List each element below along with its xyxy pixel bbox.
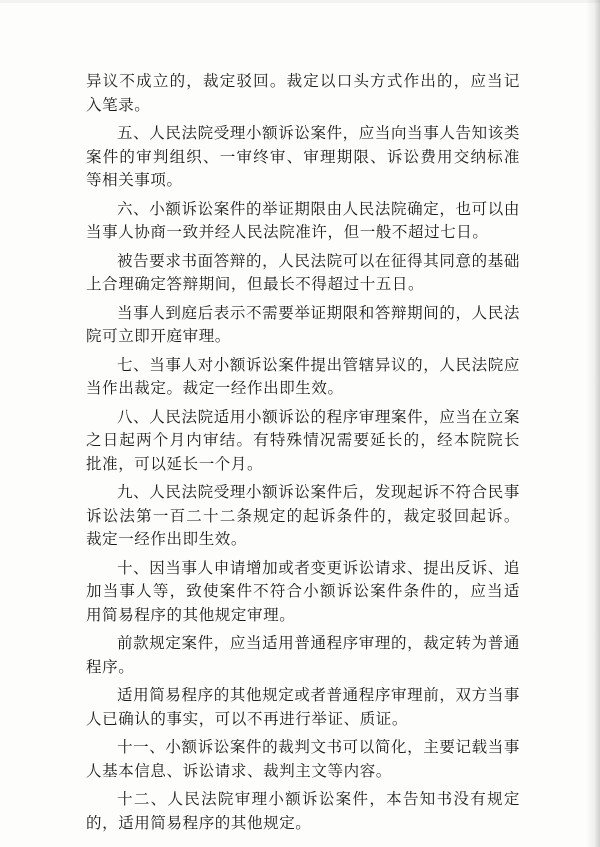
paragraph-article-8: 八、人民法院适用小额诉讼的程序审理案件，应当在立案之日起两个月内审结。有特殊情况需要延长的，经本院院长批准，可以延长一个月。: [86, 407, 520, 473]
paragraph-article-7: 七、当事人对小额诉讼案件提出管辖异议的，人民法院应当作出裁定。裁定一经作出即生效。: [86, 355, 520, 397]
paragraph-article-11: 十一、小额诉讼案件的裁判文书可以简化，主要记载当事人基本信息、诉讼请求、裁判主文等内容。: [86, 738, 520, 780]
paragraph-article-6-defense: 被告要求书面答辩的，人民法院可以在征得其同意的基础上合理确定答辩期间，但最长不得超过十五日。: [86, 251, 520, 293]
document-body: [86, 70, 520, 840]
scan-shadow-edge: [586, 0, 600, 847]
paragraph-article-10-facts: 适用简易程序的其他规定或者普通程序审理前，双方当事人已确认的事实，可以不再进行举证、质证。: [86, 686, 520, 728]
paragraph-article-6-immediate-trial: 当事人到庭后表示不需要举证期限和答辩期间的，人民法院可立即开庭审理。: [86, 303, 520, 345]
paragraph-article-12: 十二、人民法院审理小额诉讼案件，本告知书没有规定的，适用简易程序的其他规定。: [86, 790, 520, 832]
paragraph-article-6: 六、小额诉讼案件的举证期限由人民法院确定，也可以由当事人协商一致并经人民法院准许，但一般不超过七日。: [86, 199, 520, 241]
paragraph-continuation: 异议不成立的，裁定驳回。裁定以口头方式作出的，应当记入笔录。: [86, 72, 520, 114]
paragraph-article-5: 五、人民法院受理小额诉讼案件，应当向当事人告知该类案件的审判组织、一审终审、审理期限、诉讼费用交纳标准等相关事项。: [86, 124, 520, 189]
paragraph-article-10: 十、因当事人申请增加或者变更诉讼请求、提出反诉、追加当事人等，致使案件不符合小额诉讼案件条件的，应当适用简易程序的其他规定审理。: [86, 558, 520, 624]
paragraph-article-9: 九、人民法院受理小额诉讼案件后，发现起诉不符合民事诉讼法第一百二十二条规定的起诉条件的，裁定驳回起诉。裁定一经作出即生效。: [86, 483, 520, 548]
scan-edge-top: [0, 0, 600, 3]
paragraph-article-10-ordinary: 前款规定案件，应当适用普通程序审理的，裁定转为普通程序。: [86, 634, 520, 676]
